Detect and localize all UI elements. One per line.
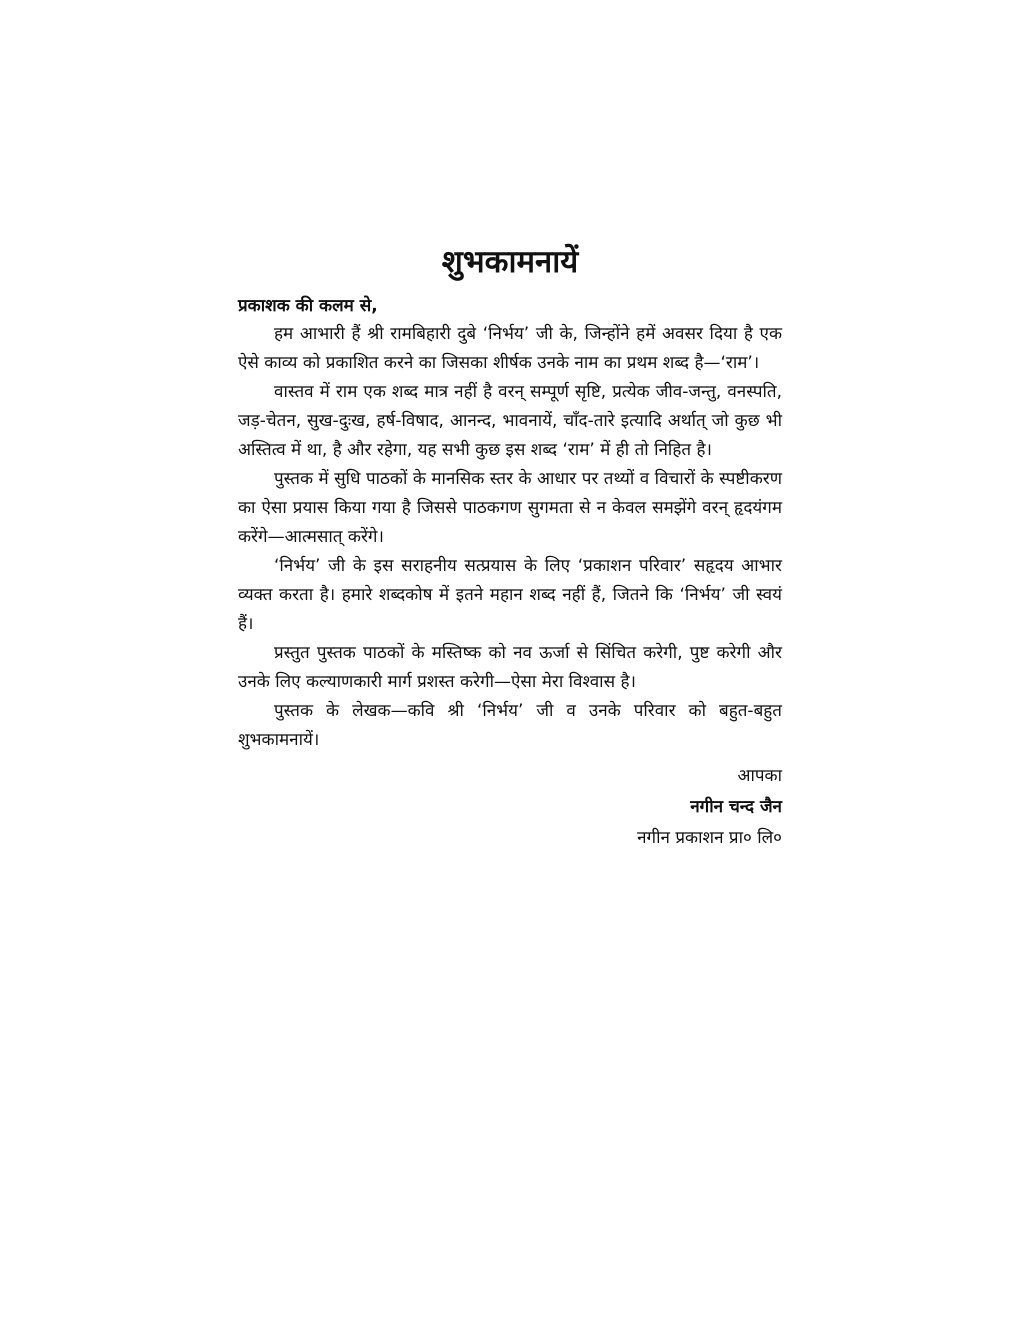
signatory-organization: नगीन प्रकाशन प्रा० लि०	[637, 828, 782, 848]
closing-block	[238, 761, 782, 854]
paragraph-2: वास्तव में राम एक शब्द मात्र नहीं है वरन् सम्पूर्ण सृष्टि, प्रत्येक जीव-जन्तु, वनस्पति, जड़-चेतन, सुख-दुःख, हर्ष-विषाद, आनन्द, भावनायें, चाँद-तारे इत्यादि अर्थात् जो कुछ भी अस्तित्व में था, है और रहेगा, यह सभी कुछ इस शब्द ‘राम’ में ही तो निहित है।	[238, 382, 782, 460]
salutation: प्रकाशक की कलम से,	[238, 296, 378, 316]
paragraph-1: हम आभारी हैं श्री रामबिहारी दुबे ‘निर्भय’ जी के, जिन्होंने हमें अवसर दिया है एक ऐसे काव्य को प्रकाशित करने का जिसका शीर्षक उनके नाम का प्रथम शब्द है—‘राम’।	[238, 324, 782, 373]
document-page	[238, 240, 782, 854]
paragraph-3: पुस्तक में सुधि पाठकों के मानसिक स्तर के आधार पर तथ्यों व विचारों के स्पष्टीकरण का ऐसा प्रयास किया गया है जिससे पाठकगण सुगमता से न केवल समझेंगे वरन् हृदयंगम करेंगे—आत्मसात् करेंगे।	[238, 469, 782, 547]
signatory-name: नगीन चन्द जैन	[690, 797, 782, 817]
sign-off: आपका	[737, 766, 782, 786]
paragraph-6: पुस्तक के लेखक—कवि श्री ‘निर्भय’ जी व उनके परिवार को बहुत-बहुत शुभकामनायें।	[238, 701, 782, 750]
paragraph-5: प्रस्तुत पुस्तक पाठकों के मस्तिष्क को नव ऊर्जा से सिंचित करेगी, पुष्ट करेगी और उनके लिए कल्याणकारी मार्ग प्रशस्त करेगी—ऐसा मेरा विश्वास है।	[238, 643, 782, 692]
page-title: शुभकामनायें	[441, 244, 579, 280]
paragraph-4: ‘निर्भय’ जी के इस सराहनीय सत्प्रयास के लिए ‘प्रकाशन परिवार’ सहृदय आभार व्यक्त करता है। हमारे शब्दकोष में इतने महान शब्द नहीं हैं, जितने कि ‘निर्भय’ जी स्वयं हैं।	[238, 556, 782, 634]
